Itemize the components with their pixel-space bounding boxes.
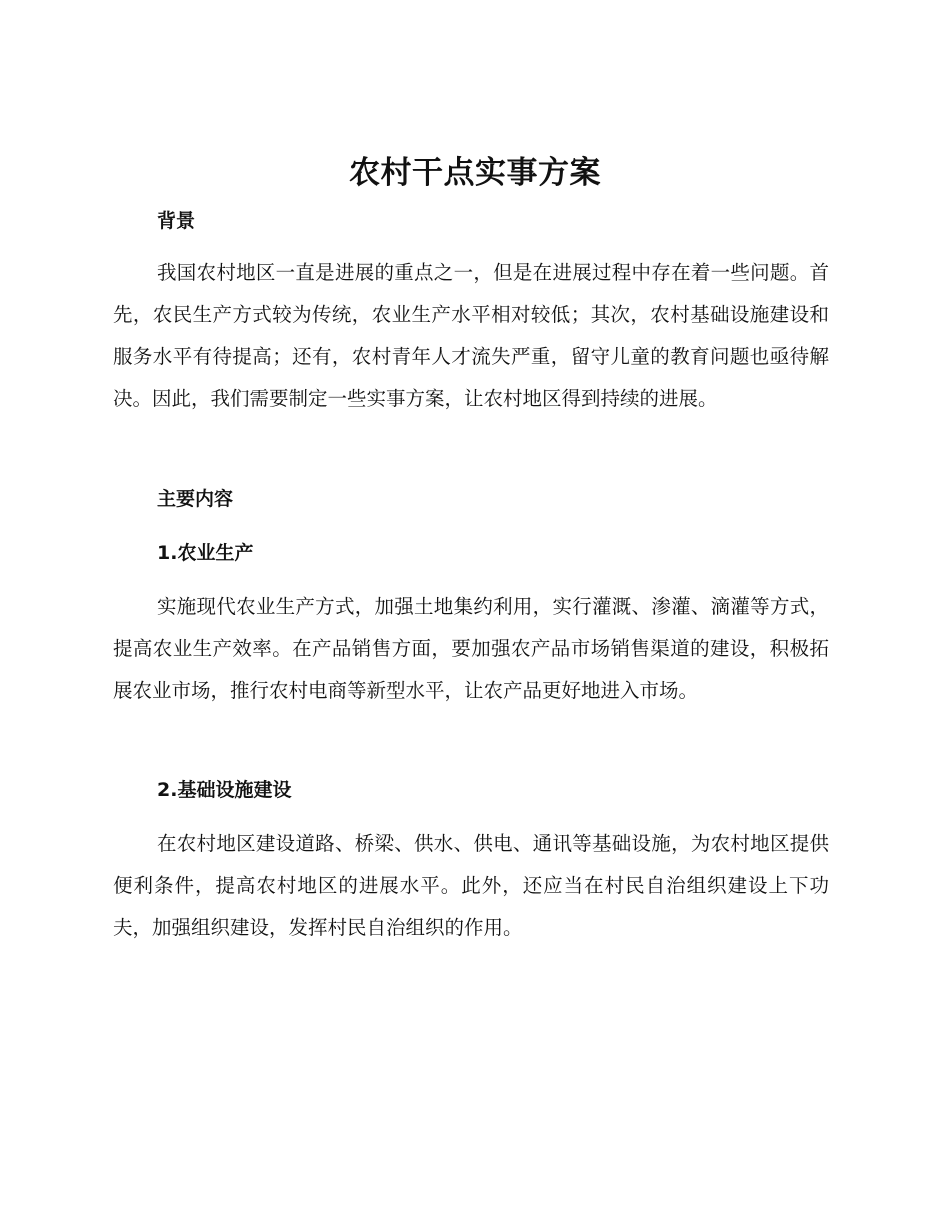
page-title: 农村干点实事方案	[349, 155, 601, 191]
section-heading-background: 背景	[157, 210, 196, 232]
section-paragraph-agriculture: 实施现代农业生产方式，加强土地集约利用，实行灌溉、渗灌、滴灌等方式，提高农业生产效率。在产品销售方面，要加强农产品市场销售渠道的建设，积极拓展农业市场，推行农村电商等新型水平，让农产品更好地进入市场。	[113, 595, 829, 702]
section-heading-agriculture: 1.农业生产	[157, 542, 254, 564]
section-heading-infrastructure: 2.基础设施建设	[157, 779, 292, 801]
section-paragraph-infrastructure: 在农村地区建设道路、桥梁、供水、供电、通讯等基础设施，为农村地区提供便利条件，提高农村地区的进展水平。此外，还应当在村民自治组织建设上下功夫，加强组织建设，发挥村民自治组织的作用。	[113, 832, 829, 939]
section-heading-main-content: 主要内容	[157, 488, 234, 510]
section-paragraph-background: 我国农村地区一直是进展的重点之一，但是在进展过程中存在着一些问题。首先，农民生产方式较为传统，农业生产水平相对较低；其次，农村基础设施建设和服务水平有待提高；还有，农村青年人才流失严重，留守儿童的教育问题也亟待解决。因此，我们需要制定一些实事方案，让农村地区得到持续的进展。	[113, 261, 829, 410]
